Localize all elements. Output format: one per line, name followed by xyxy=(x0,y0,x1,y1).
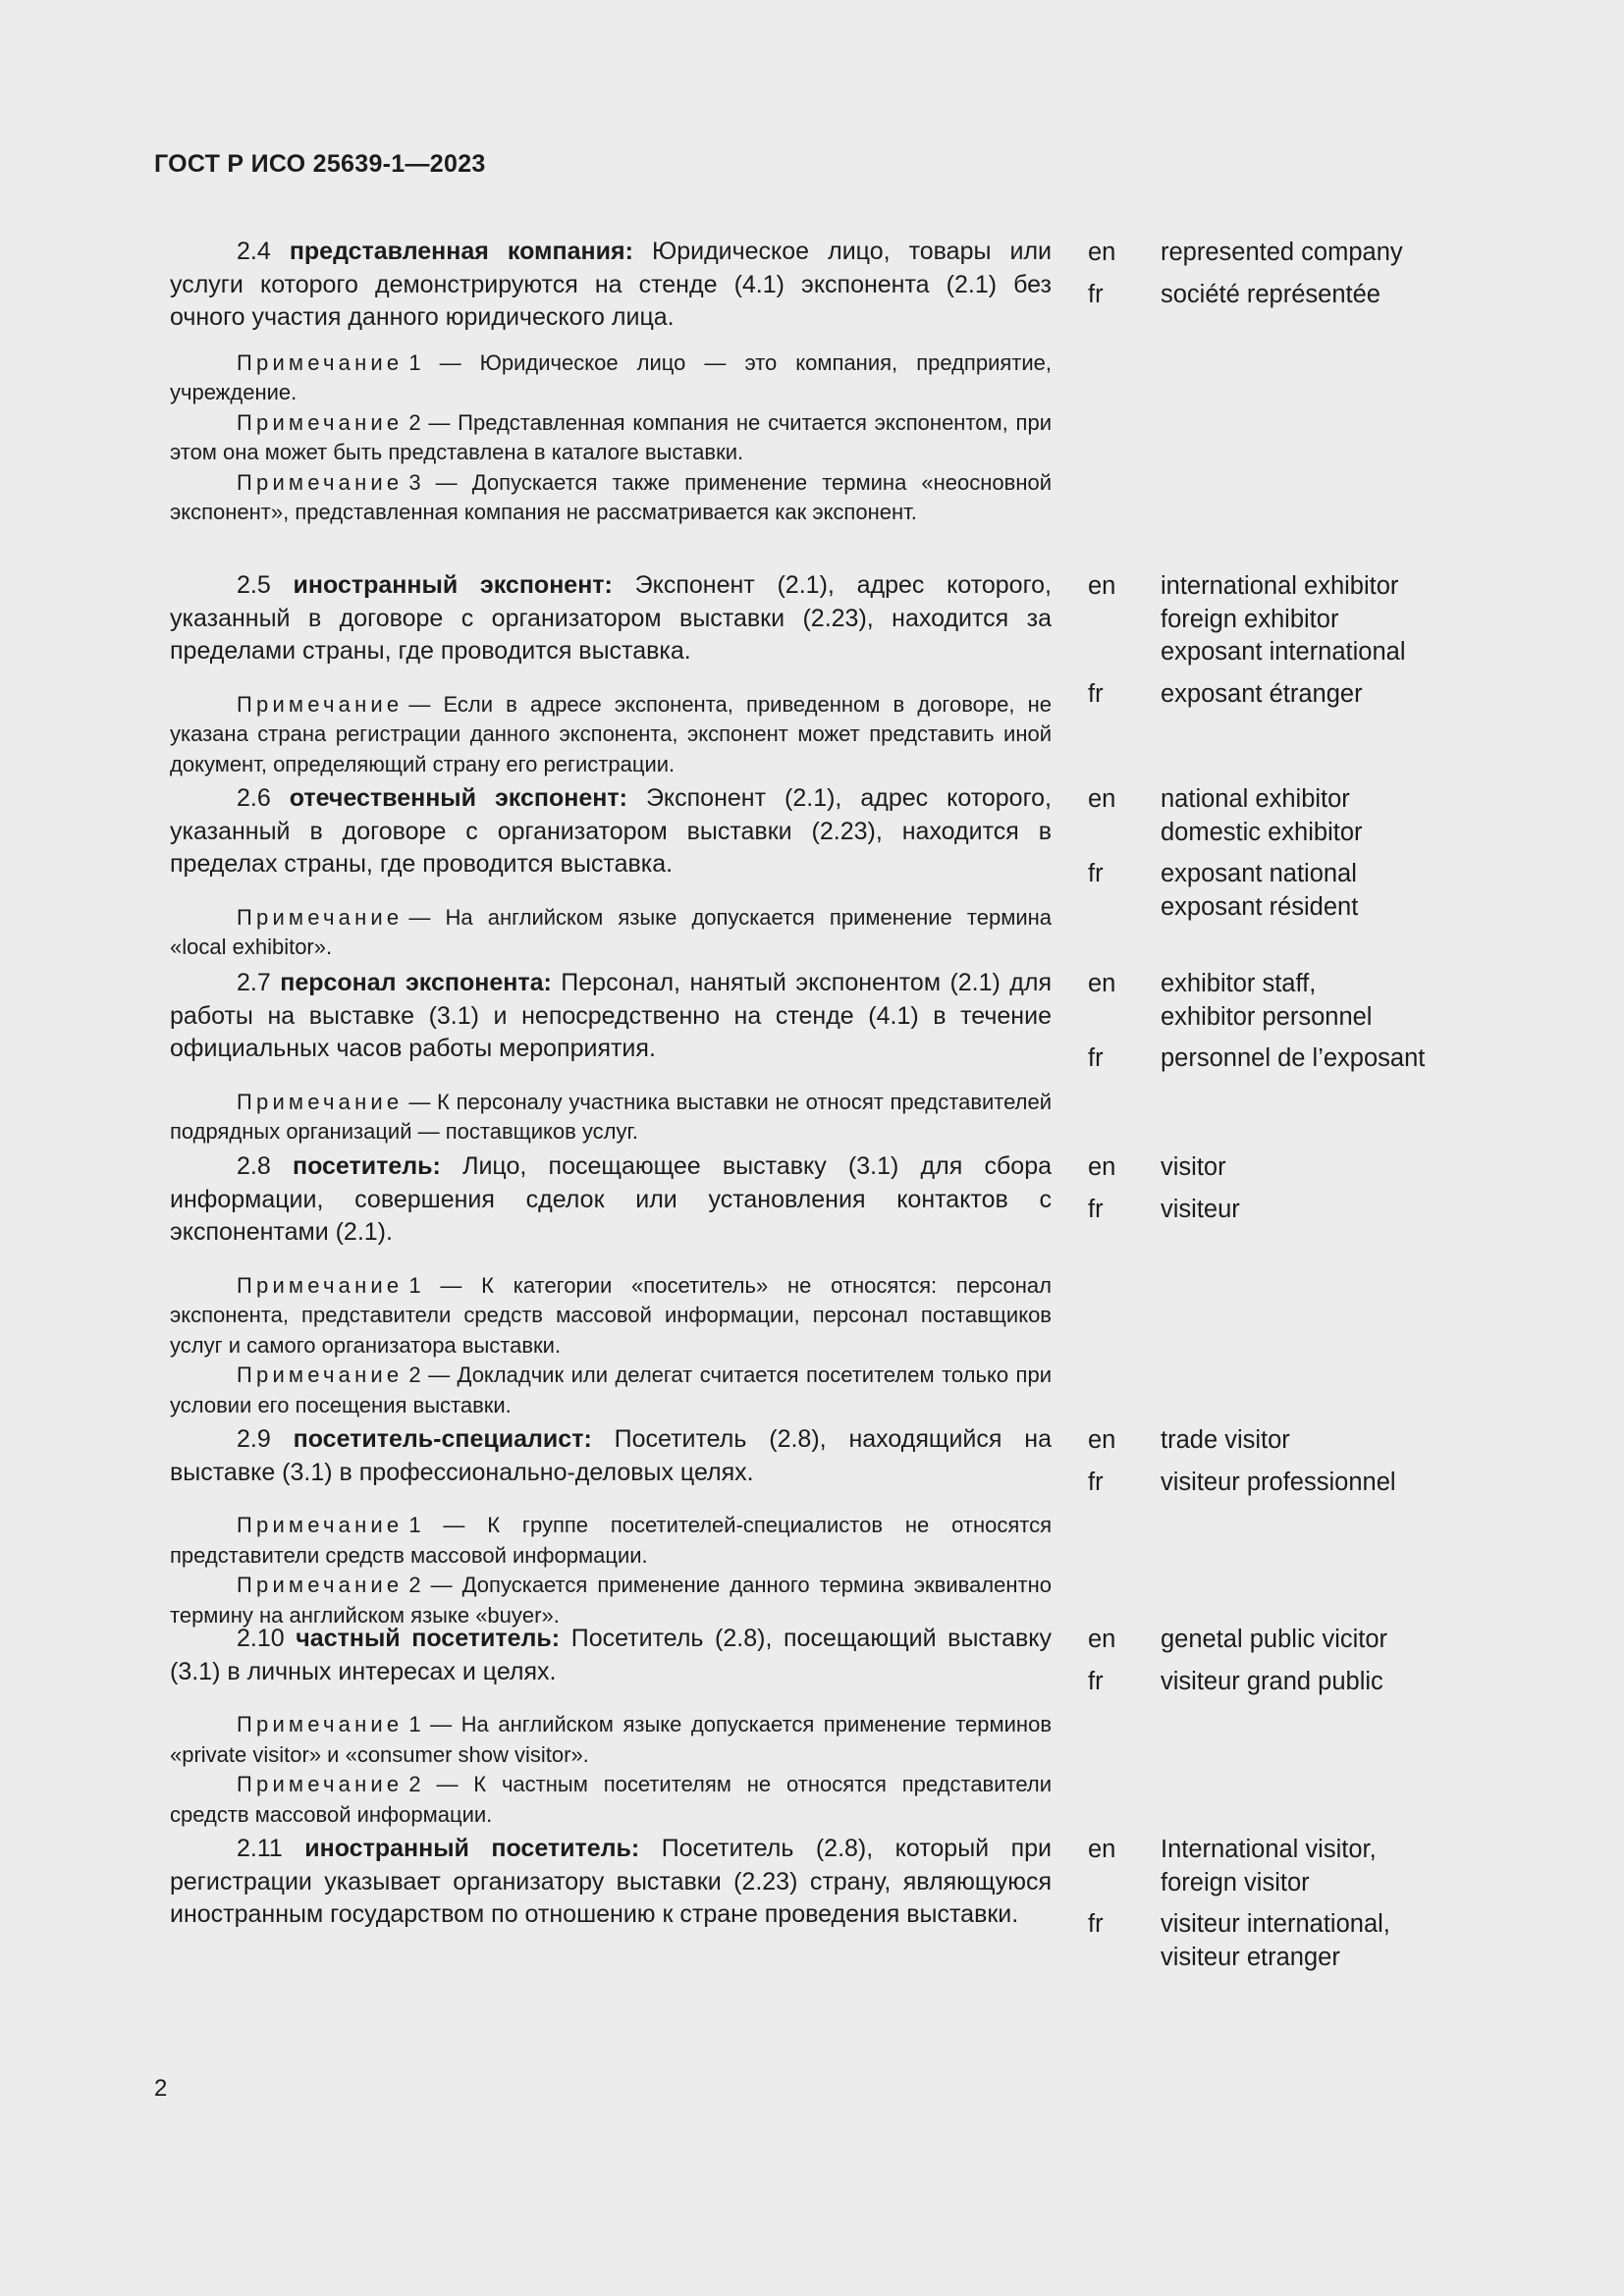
note-paragraph xyxy=(170,1361,1052,1420)
note-label: Примечание xyxy=(237,691,404,717)
definition-paragraph xyxy=(170,967,1052,1066)
translation-fr xyxy=(1088,1194,1520,1227)
notes-block xyxy=(170,690,1052,780)
note-label: Примечание xyxy=(237,1089,404,1114)
note-paragraph xyxy=(170,408,1052,468)
note-text: 1 — На английском языке допускается применение терминов «private visitor» и «consumer show visitor». xyxy=(170,1712,1052,1767)
translation-term: visiteur xyxy=(1161,1195,1240,1223)
term-definition-block xyxy=(170,1623,1052,1830)
term-definition: Лицо, посещающее выставку (3.1) для сбора информации, совершения сделок или установления контактов с экспонентами (2.1). xyxy=(170,1152,1053,1246)
translation-term: International visitor, xyxy=(1161,1836,1377,1863)
notes-block xyxy=(170,1710,1052,1830)
translation-term: exposant étranger xyxy=(1161,679,1363,708)
note-paragraph xyxy=(170,903,1052,963)
term-name: посетитель: xyxy=(292,1152,441,1180)
translation-terms xyxy=(1161,1151,1226,1185)
term-number: 2.6 xyxy=(237,784,271,812)
language-code: en xyxy=(1088,1426,1116,1454)
note-paragraph xyxy=(170,1770,1052,1830)
translation-terms xyxy=(1161,783,1363,849)
language-code: en xyxy=(1088,572,1116,600)
translation-gap xyxy=(1088,1899,1520,1908)
term-number: 2.5 xyxy=(237,571,271,599)
translation-term: exposant international xyxy=(1161,638,1406,666)
translation-en xyxy=(1088,1151,1520,1185)
language-code: en xyxy=(1088,970,1116,997)
translation-en xyxy=(1088,783,1520,849)
translation-gap xyxy=(1088,849,1520,858)
note-label: Примечание xyxy=(237,349,404,375)
translations-block xyxy=(1088,967,1520,1076)
language-code: fr xyxy=(1088,679,1104,708)
note-text: 2 — Допускается применение данного термина эквивалентно термину на английском языке «buyer». xyxy=(170,1573,1052,1628)
translation-terms xyxy=(1161,279,1380,312)
term-definition-block xyxy=(170,1833,1052,1932)
translation-terms xyxy=(1161,570,1406,669)
note-text: 1 — К группе посетителей-специалистов не относятся представители средств массовой информации. xyxy=(170,1513,1052,1568)
translation-en xyxy=(1088,968,1520,1034)
translation-term: visiteur international, xyxy=(1161,1910,1390,1938)
note-label: Примечание xyxy=(237,1362,404,1387)
document-header: ГОСТ Р ИСО 25639-1—2023 xyxy=(154,150,486,178)
translation-gap xyxy=(1088,1458,1520,1467)
translation-term: exposant national xyxy=(1161,860,1357,887)
term-number: 2.11 xyxy=(237,1835,283,1862)
term-number: 2.4 xyxy=(237,238,271,265)
translation-terms xyxy=(1161,1424,1290,1458)
note-label: Примечание xyxy=(237,1712,404,1736)
note-paragraph xyxy=(170,1088,1052,1148)
definition-paragraph xyxy=(170,1423,1052,1489)
note-label: Примечание xyxy=(237,409,404,435)
translation-en xyxy=(1088,1624,1520,1657)
term-definition: Юридическое лицо, товары или услуги которого демонстрируются на стенде (4.1) экспонента (2.1) без очного участия данного юридического лица. xyxy=(170,238,1052,331)
note-paragraph xyxy=(170,1710,1052,1770)
term-number: 2.10 xyxy=(237,1625,285,1652)
term-definition: Персонал, нанятый экспонентом (2.1) для работы на выставке (3.1) и непосредственно на стенде (4.1) в течение официальных часов работы мероприятия. xyxy=(170,969,1053,1062)
translations-block xyxy=(1088,236,1520,311)
term-entry xyxy=(170,569,1520,779)
translation-terms xyxy=(1161,1834,1377,1899)
term-entry xyxy=(170,1423,1520,1630)
language-code: fr xyxy=(1088,1044,1104,1072)
note-label: Примечание xyxy=(237,1772,404,1796)
translation-terms xyxy=(1161,1194,1240,1227)
term-definition-block xyxy=(170,569,1052,779)
translations-block xyxy=(1088,1150,1520,1226)
term-entry xyxy=(170,236,1520,528)
language-code: en xyxy=(1088,1153,1116,1181)
note-paragraph xyxy=(170,1511,1052,1571)
translations-block xyxy=(1088,1623,1520,1698)
term-entry xyxy=(170,1150,1520,1420)
translation-term: exhibitor staff, xyxy=(1161,970,1317,997)
translation-gap xyxy=(1088,1034,1520,1042)
definition-paragraph xyxy=(170,782,1052,881)
term-definition: Посетитель (2.8), посещающий выставку (3.1) в личных интересах и целях. xyxy=(170,1625,1052,1685)
term-definition-block xyxy=(170,967,1052,1148)
page-number: 2 xyxy=(154,2075,168,2102)
note-label: Примечание xyxy=(237,1513,404,1537)
translation-term: international exhibitor xyxy=(1161,572,1399,600)
translation-fr xyxy=(1088,1467,1520,1500)
note-paragraph xyxy=(170,348,1052,408)
translation-fr xyxy=(1088,1666,1520,1699)
language-code: fr xyxy=(1088,1468,1104,1496)
language-code: fr xyxy=(1088,1910,1104,1938)
term-number: 2.9 xyxy=(237,1425,271,1453)
term-definition: Посетитель (2.8), который при регистрации указывает организатору выставки (2.23) страну, являющуюся иностранным государством по отношению к стране проведения выставки. xyxy=(170,1835,1052,1928)
note-text: 2 — Представленная компания не считается экспонентом, при этом она может быть представлена в каталоге выставки. xyxy=(170,409,1052,464)
translation-term: foreign visitor xyxy=(1161,1868,1310,1896)
term-definition-block xyxy=(170,1423,1052,1630)
translations-block xyxy=(1088,782,1520,924)
note-text: — Если в адресе экспонента, приведенном в договоре, не указана страна регистрации данного экспонента, экспонент может представить иной документ, определяющий страну его регистрации. xyxy=(170,691,1052,776)
term-definition: Экспонент (2.1), адрес которого, указанный в договоре с организатором выставки (2.23), находится за пределами страны, где проводится выставка. xyxy=(170,571,1053,665)
note-label: Примечание xyxy=(237,1272,404,1298)
note-label: Примечание xyxy=(237,469,404,495)
term-entry xyxy=(170,1623,1520,1830)
term-definition-block xyxy=(170,782,1052,963)
translation-terms xyxy=(1161,678,1363,712)
translation-terms xyxy=(1161,968,1372,1034)
term-definition-block xyxy=(170,236,1052,528)
translation-fr xyxy=(1088,279,1520,312)
note-text: 2 — К частным посетителям не относятся представители средств массовой информации. xyxy=(170,1772,1052,1827)
definition-paragraph xyxy=(170,1833,1052,1932)
term-entry xyxy=(170,782,1520,963)
translation-fr xyxy=(1088,1042,1520,1076)
definition-paragraph xyxy=(170,1623,1052,1688)
translation-terms xyxy=(1161,1467,1396,1500)
note-paragraph xyxy=(170,1271,1052,1362)
translations-block xyxy=(1088,569,1520,711)
note-text: 3 — Допускается также применение термина «неосновной экспонент», представленная компания не рассматривается как экспонент. xyxy=(170,469,1052,524)
translation-term: domestic exhibitor xyxy=(1161,818,1363,846)
translation-term: visiteur etranger xyxy=(1161,1943,1340,1971)
language-code: en xyxy=(1088,239,1116,266)
translation-term: national exhibitor xyxy=(1161,785,1350,813)
translation-en xyxy=(1088,1834,1520,1899)
definition-paragraph xyxy=(170,1150,1052,1250)
note-text: 1 — К категории «посетитель» не относятся: персонал экспонента, представители средств массовой информации, персонал поставщиков услуг и самого организатора выставки. xyxy=(170,1272,1052,1358)
term-entry xyxy=(170,1833,1520,1974)
translation-term: société représentée xyxy=(1161,280,1380,308)
term-entry xyxy=(170,967,1520,1148)
note-paragraph xyxy=(170,468,1052,528)
translation-term: foreign exhibitor xyxy=(1161,605,1339,633)
term-definition: Посетитель (2.8), находящийся на выставке (3.1) в профессионально-деловых целях. xyxy=(170,1425,1052,1486)
term-number: 2.8 xyxy=(237,1152,271,1180)
definition-paragraph xyxy=(170,569,1052,668)
translations-block xyxy=(1088,1833,1520,1974)
translation-term: exhibitor personnel xyxy=(1161,1002,1373,1031)
translation-term: visiteur grand public xyxy=(1161,1667,1383,1695)
note-text: 2 — Докладчик или делегат считается посетителем только при условии его посещения выставки. xyxy=(170,1362,1052,1417)
translation-term: visitor xyxy=(1161,1153,1226,1181)
translation-term: trade visitor xyxy=(1161,1426,1290,1454)
translation-term: represented company xyxy=(1161,239,1403,266)
translation-gap xyxy=(1088,1185,1520,1194)
note-label: Примечание xyxy=(237,1573,404,1597)
notes-block xyxy=(170,1088,1052,1148)
notes-block xyxy=(170,348,1052,528)
translation-terms xyxy=(1161,1624,1387,1657)
term-name: представленная компания: xyxy=(289,238,633,265)
translation-terms xyxy=(1161,1908,1390,1974)
term-name: посетитель-специалист: xyxy=(293,1425,592,1453)
term-number: 2.7 xyxy=(237,969,271,996)
translations-block xyxy=(1088,1423,1520,1499)
note-paragraph xyxy=(170,1571,1052,1630)
note-text: 1 — Юридическое лицо — это компания, предприятие, учреждение. xyxy=(170,349,1052,404)
note-label: Примечание xyxy=(237,904,404,930)
note-text: — К персоналу участника выставки не относят представителей подрядных организаций — поставщиков услуг. xyxy=(170,1089,1052,1144)
translation-fr xyxy=(1088,858,1520,924)
translation-terms xyxy=(1161,1042,1425,1076)
term-name: отечественный экспонент: xyxy=(289,784,627,812)
language-code: fr xyxy=(1088,860,1104,887)
language-code: fr xyxy=(1088,1667,1104,1695)
translation-gap xyxy=(1088,669,1520,678)
notes-block xyxy=(170,1511,1052,1630)
translation-en xyxy=(1088,237,1520,270)
translation-fr xyxy=(1088,1908,1520,1974)
translation-term: genetal public vicitor xyxy=(1161,1626,1388,1653)
translation-term: visiteur professionnel xyxy=(1161,1468,1396,1496)
language-code: en xyxy=(1088,785,1116,813)
translation-en xyxy=(1088,1424,1520,1458)
language-code: en xyxy=(1088,1626,1116,1653)
note-text: — На английском языке допускается применение термина «local exhibitor». xyxy=(170,904,1052,959)
notes-block xyxy=(170,903,1052,963)
term-name: частный посетитель: xyxy=(296,1625,561,1652)
translation-term: exposant résident xyxy=(1161,892,1359,921)
term-name: иностранный посетитель: xyxy=(304,1835,640,1862)
translation-en xyxy=(1088,570,1520,669)
translation-terms xyxy=(1161,237,1403,270)
translation-terms xyxy=(1161,1666,1383,1699)
language-code: fr xyxy=(1088,1195,1104,1223)
translation-fr xyxy=(1088,678,1520,712)
language-code: en xyxy=(1088,1836,1116,1863)
translation-terms xyxy=(1161,858,1358,924)
language-code: fr xyxy=(1088,280,1104,308)
term-name: иностранный экспонент: xyxy=(293,571,613,599)
term-definition: Экспонент (2.1), адрес которого, указанный в договоре с организатором выставки (2.23), находится в пределах страны, где проводится выставка. xyxy=(170,784,1052,878)
translation-gap xyxy=(1088,270,1520,279)
term-name: персонал экспонента: xyxy=(280,969,552,996)
notes-block xyxy=(170,1271,1052,1421)
translation-term: personnel de l’exposant xyxy=(1161,1044,1426,1072)
note-paragraph xyxy=(170,690,1052,780)
translation-gap xyxy=(1088,1657,1520,1666)
definition-paragraph xyxy=(170,236,1052,335)
term-definition-block xyxy=(170,1150,1052,1420)
